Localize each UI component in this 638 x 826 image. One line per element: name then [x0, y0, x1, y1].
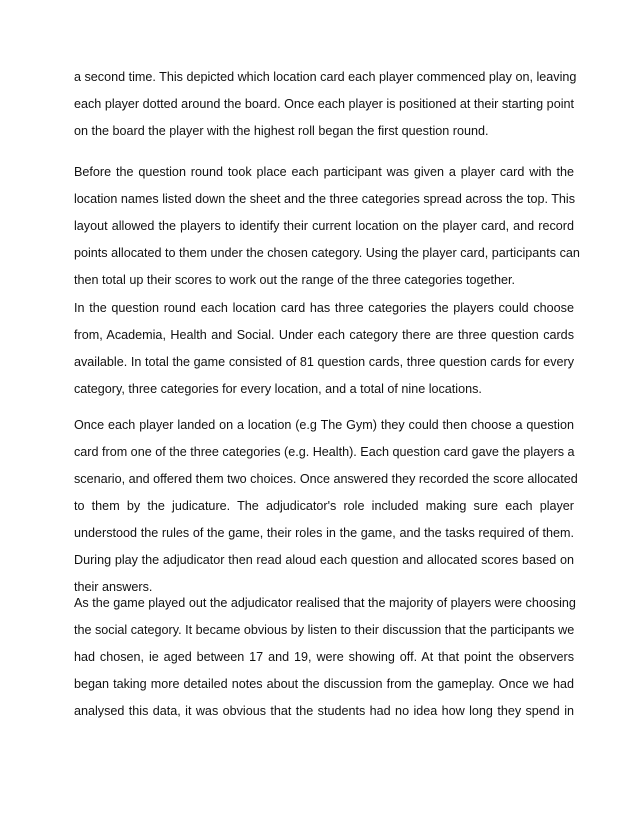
text-line: As the game played out the adjudicator realised that the majority of players were choosing — [74, 596, 576, 610]
text-line: the social category. It became obvious by listen to their discussion that the participants we — [74, 623, 575, 637]
text-line: from, Academia, Health and Social. Under each category there are three question cards — [74, 328, 574, 342]
text-line: began taking more detailed notes about the discussion from the gameplay. Once we had — [74, 677, 574, 691]
text-line: location names listed down the sheet and the three categories spread across the top. This — [74, 192, 576, 206]
text-line: on the board the player with the highest roll began the first question round. — [74, 124, 489, 138]
text-line: Once each player landed on a location (e.g The Gym) they could then choose a question — [74, 418, 574, 432]
text-line: In the question round each location card has three categories the players could choose — [74, 301, 574, 315]
text-line: understood the rules of the game, their roles in the game, and the tasks required of them. — [74, 526, 574, 540]
text-line: layout allowed the players to identify their current location on the player card, and record — [74, 219, 574, 233]
text-line: had chosen, ie aged between 17 and 19, were showing off. At that point the observers — [74, 650, 574, 664]
paragraph — [74, 590, 574, 725]
text-line: Before the question round took place each participant was given a player card with the — [74, 165, 574, 179]
text-line: scenario, and offered them two choices. Once answered they recorded the score allocated — [74, 472, 578, 486]
text-line: card from one of the three categories (e.g. Health). Each question card gave the players a — [74, 445, 575, 459]
text-line: During play the adjudicator then read aloud each question and allocated scores based on — [74, 553, 574, 567]
paragraph — [74, 64, 577, 145]
paragraph — [74, 159, 580, 294]
text-line: each player dotted around the board. Once each player is positioned at their starting point — [74, 97, 574, 111]
text-line: to them by the judicature. The adjudicator's role included making sure each player — [74, 499, 574, 513]
text-line: then total up their scores to work out the range of the three categories together. — [74, 273, 516, 287]
text-line: points allocated to them under the chosen category. Using the player card, participants can — [74, 246, 580, 260]
text-line: a second time. This depicted which location card each player commenced play on, leaving — [74, 70, 577, 84]
paragraph — [74, 412, 578, 601]
text-line: available. In total the game consisted of 81 question cards, three question cards for every — [74, 355, 574, 369]
text-line: category, three categories for every location, and a total of nine locations. — [74, 382, 482, 396]
text-line: their answers. — [74, 580, 153, 594]
paragraph — [74, 295, 574, 403]
text-line: analysed this data, it was obvious that the students had no idea how long they spend in — [74, 704, 574, 718]
